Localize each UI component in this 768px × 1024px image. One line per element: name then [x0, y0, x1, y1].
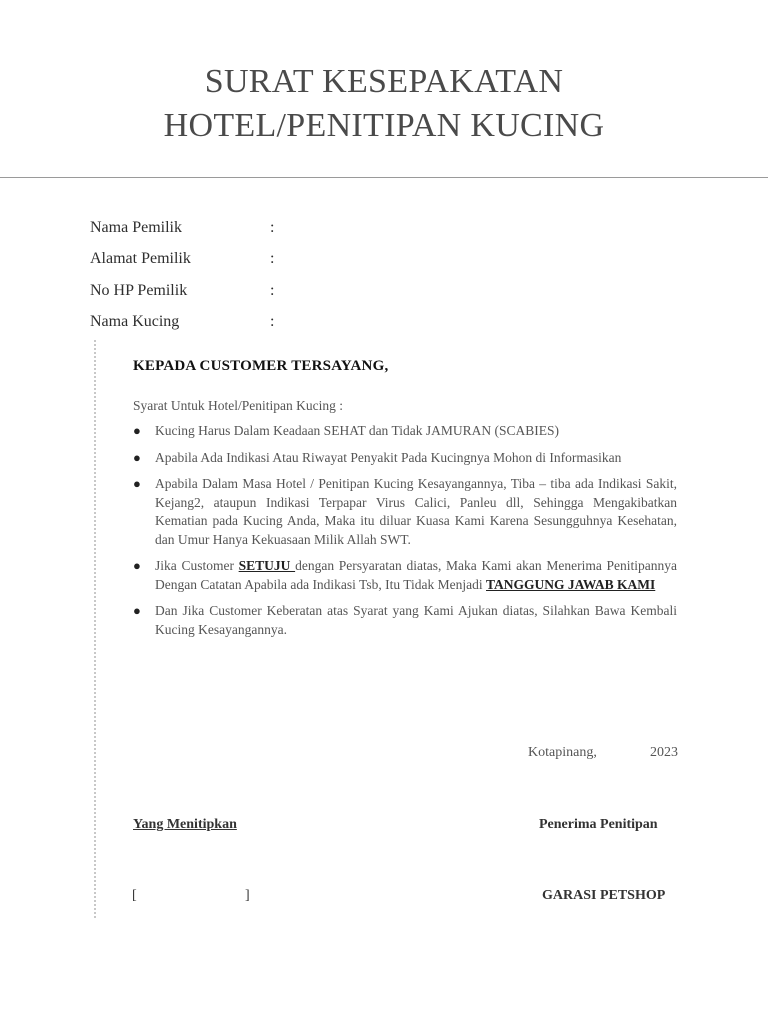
term-text: [155, 557, 677, 594]
receiver-name: GARASI PETSHOP: [542, 888, 666, 903]
field-label: Nama Kucing: [90, 313, 180, 331]
field-label: No HP Pemilik: [90, 281, 188, 299]
document-title: [0, 60, 768, 148]
field-colon: :: [270, 281, 275, 299]
field-owner-address: [90, 244, 290, 276]
term-responsibility-emphasis: TANGGUNG JAWAB KAMI: [486, 576, 656, 592]
field-owner-name: [90, 212, 290, 244]
depositor-name-slot: [132, 888, 250, 904]
list-item: [133, 475, 677, 549]
bracket-close: ]: [245, 888, 250, 903]
term-text: Apabila Dalam Masa Hotel / Penitipan Kucing Kesayangannya, Tiba – tiba ada Indikasi Sakit, Kejang2, ataupun Indikasi Terpapar Virus Calici, Panleu dll, Sehingga Mengakibatkan Kematian pada Kucing Anda, Maka itu diluar Kuasa Kami Karena Sesungguhnya Kesehatan, dan Umur Hanya Kekuasaan Milik Allah SWT.: [155, 476, 677, 547]
depositor-label: Yang Menitipkan: [133, 817, 237, 832]
place-city: Kotapinang,: [528, 745, 597, 760]
field-label: Nama Pemilik: [90, 218, 182, 236]
receiver-label: Penerima Penitipan: [539, 817, 658, 832]
bullet-icon: ●: [133, 449, 141, 465]
terms-list: [133, 422, 677, 647]
term-text: Apabila Ada Indikasi Atau Riwayat Penyakit Pada Kucingnya Mohon di Informasikan: [155, 449, 622, 465]
place-year: 2023: [650, 745, 678, 760]
term-text-pre: Jika Customer: [155, 558, 239, 573]
list-item: [133, 557, 677, 594]
term-agree-emphasis: SETUJU: [238, 558, 296, 573]
bullet-icon: ●: [133, 603, 141, 618]
bullet-icon: ●: [133, 558, 141, 573]
field-colon: :: [270, 313, 275, 331]
bracket-open: [: [132, 888, 137, 903]
bullet-icon: ●: [133, 423, 141, 438]
title-line-1: SURAT KESEPAKATAN: [204, 63, 564, 100]
field-cat-name: [90, 307, 290, 339]
owner-fields: [90, 212, 290, 338]
letter-greeting: KEPADA CUSTOMER TERSAYANG,: [133, 358, 389, 374]
field-label: Alamat Pemilik: [90, 250, 191, 268]
field-colon: :: [270, 218, 275, 236]
title-line-2: HOTEL/PENITIPAN KUCING: [163, 107, 605, 144]
term-text: Dan Jika Customer Keberatan atas Syarat yang Kami Ajukan diatas, Silahkan Bawa Kembali Kucing Kesayangannya.: [155, 603, 677, 637]
term-text-mid: dengan Persyaratan diatas, Maka Kami akan Menerima Penitipannya Dengan Catatan Apabila ada Indikasi Tsb, Itu Tidak Menjadi: [155, 558, 677, 592]
bullet-icon: ●: [133, 476, 141, 491]
list-item: [133, 449, 677, 468]
letter-intro: Syarat Untuk Hotel/Penitipan Kucing :: [133, 398, 343, 413]
list-item: [133, 422, 677, 441]
field-colon: :: [270, 250, 275, 268]
title-divider: [0, 177, 768, 178]
list-item: [133, 602, 677, 639]
term-text: Kucing Harus Dalam Keadaan SEHAT dan Tidak JAMURAN (SCABIES): [155, 423, 559, 438]
field-owner-phone: [90, 275, 290, 307]
